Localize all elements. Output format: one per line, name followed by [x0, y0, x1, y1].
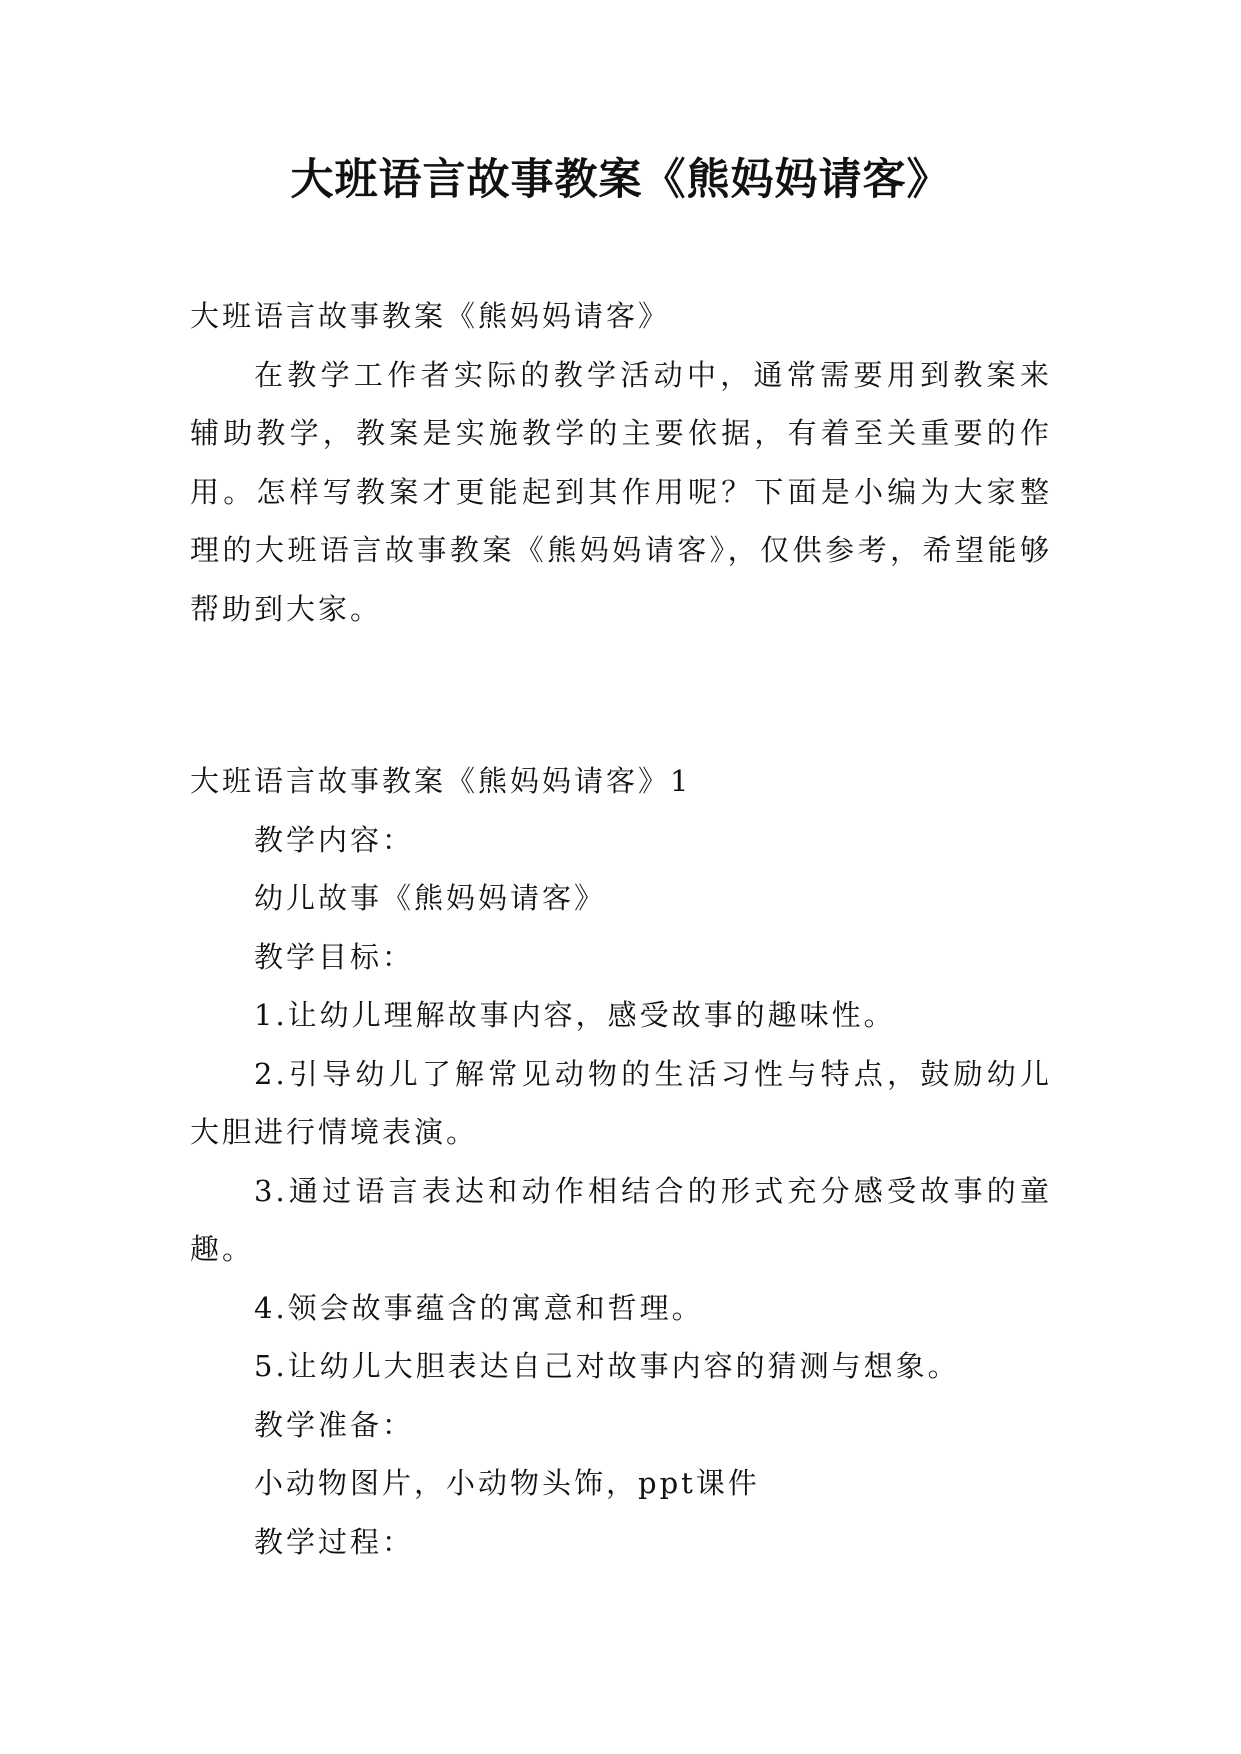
- intro-paragraph: 在教学工作者实际的教学活动中，通常需要用到教案来辅助教学，教案是实施教学的主要依据，有着至关重要的作用。怎样写教案才更能起到其作用呢？下面是小编为大家整理的大班语言故事教案《熊妈妈请客》，仅供参考，希望能够帮助到大家。: [190, 357, 1052, 626]
- teaching-process-label: 教学过程：: [254, 1524, 415, 1559]
- teaching-content-value: 幼儿故事《熊妈妈请客》: [254, 881, 607, 915]
- section-heading: 大班语言故事教案《熊妈妈请客》1: [190, 764, 692, 798]
- intro-heading: 大班语言故事教案《熊妈妈请客》: [190, 299, 671, 333]
- intro-block: [190, 287, 1052, 638]
- teaching-prep-value: 小动物图片，小动物头饰，ppt课件: [254, 1466, 760, 1500]
- teaching-goal-item: 4.领会故事蕴含的寓意和哲理。: [254, 1290, 704, 1325]
- teaching-goal-item: 1.让幼儿理解故事内容，感受故事的趣味性。: [254, 998, 896, 1032]
- teaching-goal-item: 2.引导幼儿了解常见动物的生活习性与特点，鼓励幼儿大胆进行情境表演。: [190, 1056, 1052, 1149]
- teaching-goal-item: 5.让幼儿大胆表达自己对故事内容的猜测与想象。: [254, 1349, 960, 1383]
- teaching-prep-label: 教学准备：: [254, 1407, 415, 1442]
- document-title: 大班语言故事教案《熊妈妈请客》: [290, 155, 951, 205]
- teaching-content-label: 教学内容：: [254, 822, 415, 857]
- teaching-goals-label: 教学目标：: [254, 939, 415, 974]
- teaching-goal-item: 3.通过语言表达和动作相结合的形式充分感受故事的童趣。: [190, 1173, 1052, 1266]
- section-1: [190, 752, 1052, 1571]
